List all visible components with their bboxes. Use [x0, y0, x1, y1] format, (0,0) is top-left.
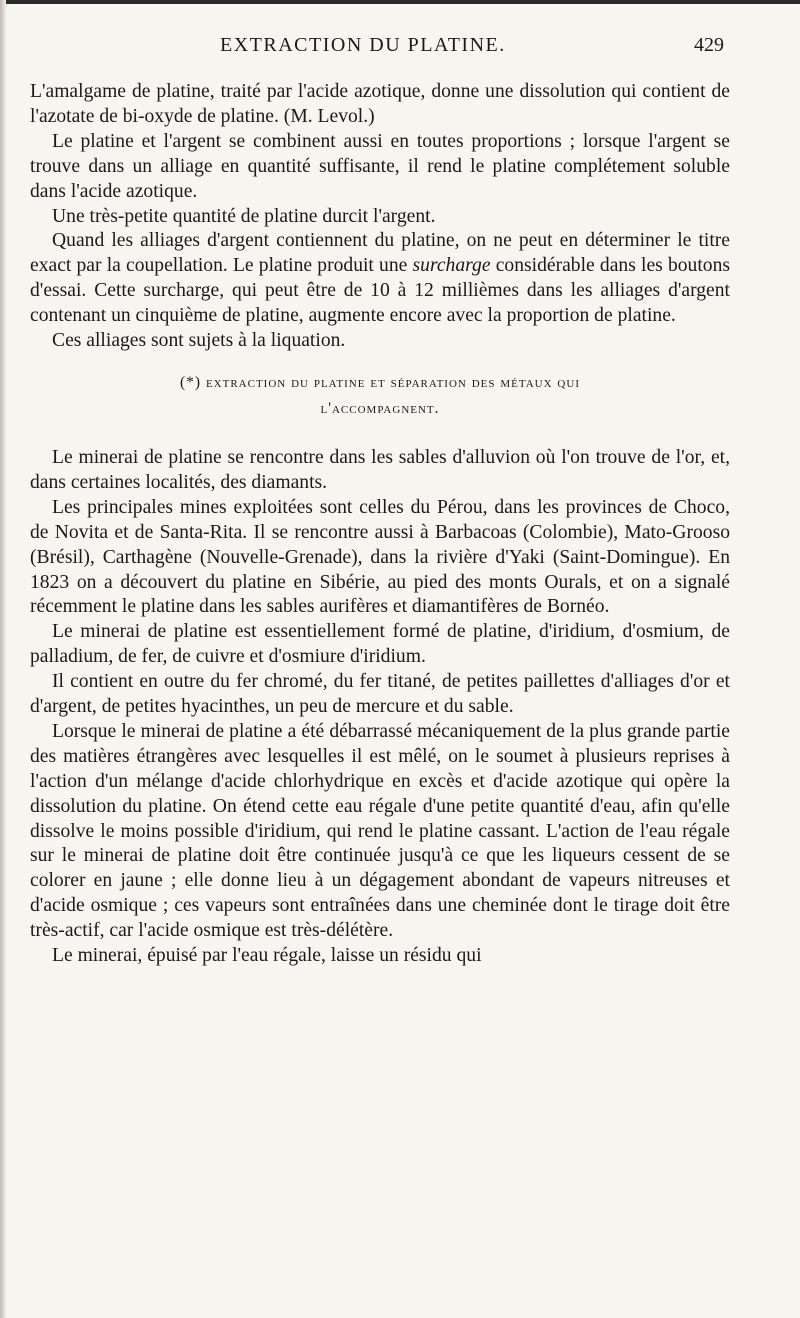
paragraph-alluvion: Le minerai de platine se rencontre dans les sables d'alluvion où l'on trouve de l'or, et, dans certaines localités, des diamants.: [30, 446, 730, 493]
paragraph-mines: Les principales mines exploitées sont celles du Pérou, dans les provinces de Choco, de Novita et de Santa-Rita. Il se rencontre aussi à Barbacoas (Colombie), Mato-Grooso (Brésil), Carthagène (Nouvelle-Grenade), dans la rivière d'Yaki (Saint-Domingue). En 1823 on a découvert du platine en Sibérie, au pied des monts Ourals, et on a signalé récemment le platine dans les sables aurifères et diamantifères de Bornéo.: [30, 496, 730, 618]
paragraph-surcharge: [30, 229, 730, 329]
paragraph-residu: Le minerai, épuisé par l'eau régale, laisse un résidu qui: [52, 945, 482, 967]
surcharge-text-before: Quand les alliages d'argent contiennent du platine, on ne peut en déterminer le titre exact par la coupellation. Le platine produit une: [30, 230, 730, 277]
running-title: EXTRACTION DU PLATINE.: [220, 34, 506, 56]
section-heading-line-1: [30, 370, 730, 396]
paragraph-amalgame: L'amalgame de platine, traité par l'acide azotique, donne une dissolution qui contient de l'azotate de bi-oxyde de platine. (M. Levol.): [30, 81, 730, 127]
surcharge-emphasis: surcharge: [412, 255, 491, 277]
page-body: [30, 80, 730, 969]
surcharge-text-after: considérable dans les boutons d'essai. Cette surcharge, qui peut être de 10 à 12 millièmes dans les alliages d'argent contenant un cinquième de platine, augmente encore avec la proportion de platine.: [30, 255, 730, 327]
paragraph-liquation: Ces alliages sont sujets à la liquation.: [52, 330, 346, 352]
page-edge-shadow: [0, 0, 6, 1318]
top-rule: [0, 0, 800, 4]
section-heading: [30, 370, 730, 422]
paragraph-durcit: Une très-petite quantité de platine durcit l'argent.: [52, 205, 436, 227]
paragraph-platine-argent: Le platine et l'argent se combinent aussi en toutes proportions ; lorsque l'argent se trouve dans un alliage en quantité suffisante, il rend le platine complétement soluble dans l'acide azotique.: [30, 130, 730, 202]
page-number: 429: [694, 34, 724, 56]
footnote-marker: (*): [179, 373, 202, 391]
paragraph-fer-chrome: Il contient en outre du fer chromé, du fer titané, de petites paillettes d'alliages d'or et d'argent, de petites hyacinthes, un peu de mercure et du sable.: [30, 671, 730, 718]
section-heading-text-1: extraction du platine et séparation des métaux qui: [205, 373, 580, 391]
section-heading-line-2: l'accompagnent.: [320, 399, 440, 417]
running-head: [0, 26, 800, 66]
paragraph-eau-regale: Lorsque le minerai de platine a été débarrassé mécaniquement de la plus grande partie des matières étrangères avec lesquelles il est mêlé, on le soumet à plusieurs reprises à l'action d'un mélange d'acide chlorhydrique en excès et d'acide azotique qui opère la dissolution du platine. On étend cette eau régale d'une petite quantité d'eau, afin qu'elle dissolve le moins possible d'iridium, qui rend le platine cassant. L'action de l'eau régale sur le minerai de platine doit être continuée jusqu'à ce que les liqueurs cessent de se colorer en jaune ; elle donne lieu à un dégagement abondant de vapeurs nitreuses et d'acide osmique ; ces vapeurs sont entraînées dans une cheminée dont le tirage doit être très-actif, car l'acide osmique est très-délétère.: [30, 720, 730, 942]
paragraph-composition: Le minerai de platine est essentiellement formé de platine, d'iridium, d'osmium, de palladium, de fer, de cuivre et d'osmiure d'iridium.: [30, 621, 730, 668]
